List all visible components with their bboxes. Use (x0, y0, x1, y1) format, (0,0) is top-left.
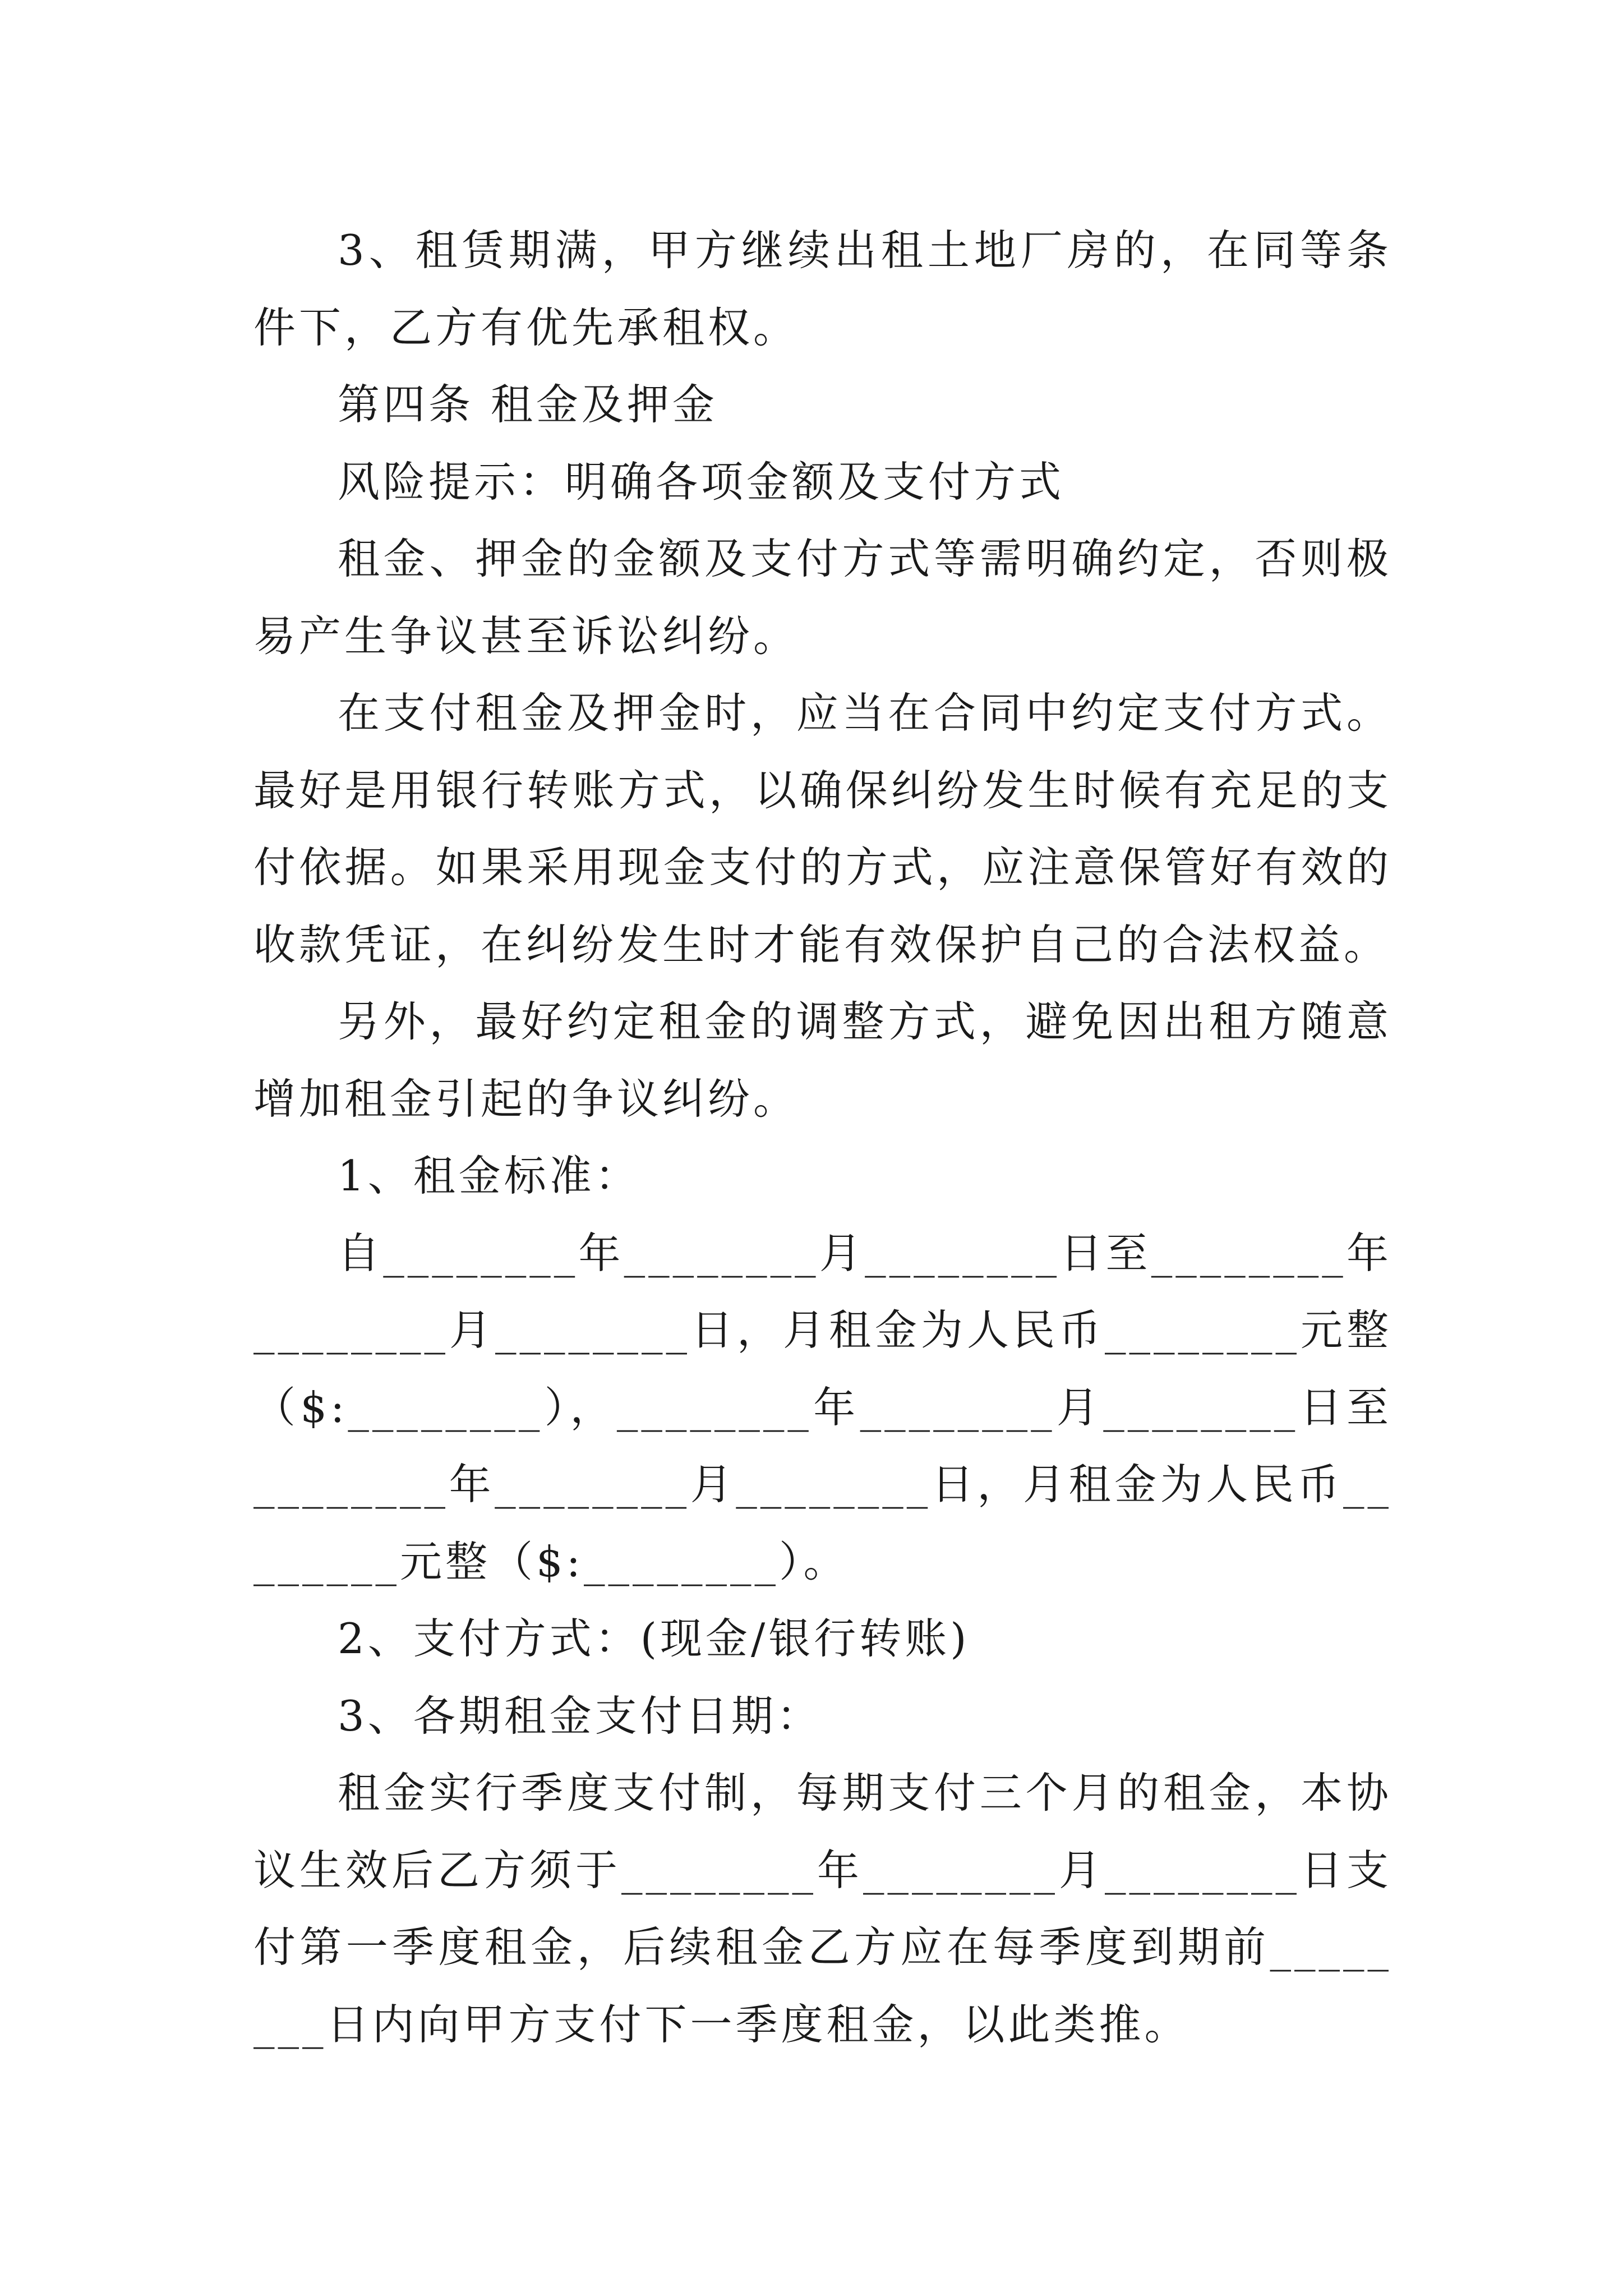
document-body (253, 212, 1392, 2063)
risk-warning: 风险提示：明确各项金额及支付方式 (338, 457, 1065, 507)
risk-note-rent-adjustment: 另外，最好约定租金的调整方式，避免因出租方随意增加租金引起的争议纠纷。 (253, 997, 1392, 1124)
rent-standard-blanks: 自________年________月________日至________年________月________日，月租金为人民币________元整（$:________），________年________月________日至________年________月________日，月租金为人民币________元整（$:________）。 (253, 1228, 1392, 1586)
clause-3-renewal-priority: 3、租赁期满，甲方继续出租土地厂房的，在同等条件下，乙方有优先承租权。 (253, 226, 1392, 352)
risk-note-payment-method: 在支付租金及押金时，应当在合同中约定支付方式。最好是用银行转账方式，以确保纠纷发生时候有充足的支付依据。如果采用现金支付的方式，应注意保管好有效的收款凭证，在纠纷发生时才能有效保护自己的合法权益。 (253, 688, 1392, 969)
risk-note-agreement: 租金、押金的金额及支付方式等需明确约定，否则极易产生争议甚至诉讼纠纷。 (253, 534, 1392, 661)
article-4-heading: 第四条 租金及押金 (338, 380, 718, 429)
payment-method-item: 2、支付方式：(现金/银行转账) (338, 1614, 970, 1663)
rent-standard-heading: 1、租金标准： (338, 1151, 640, 1200)
payment-dates-heading: 3、各期租金支付日期： (338, 1691, 822, 1741)
payment-dates-detail: 租金实行季度支付制，每期支付三个月的租金，本协议生效后乙方须于________年________月________日支付第一季度租金，后续租金乙方应在每季度到期前________日内向甲方支付下一季度租金，以此类推。 (253, 1768, 1392, 2049)
